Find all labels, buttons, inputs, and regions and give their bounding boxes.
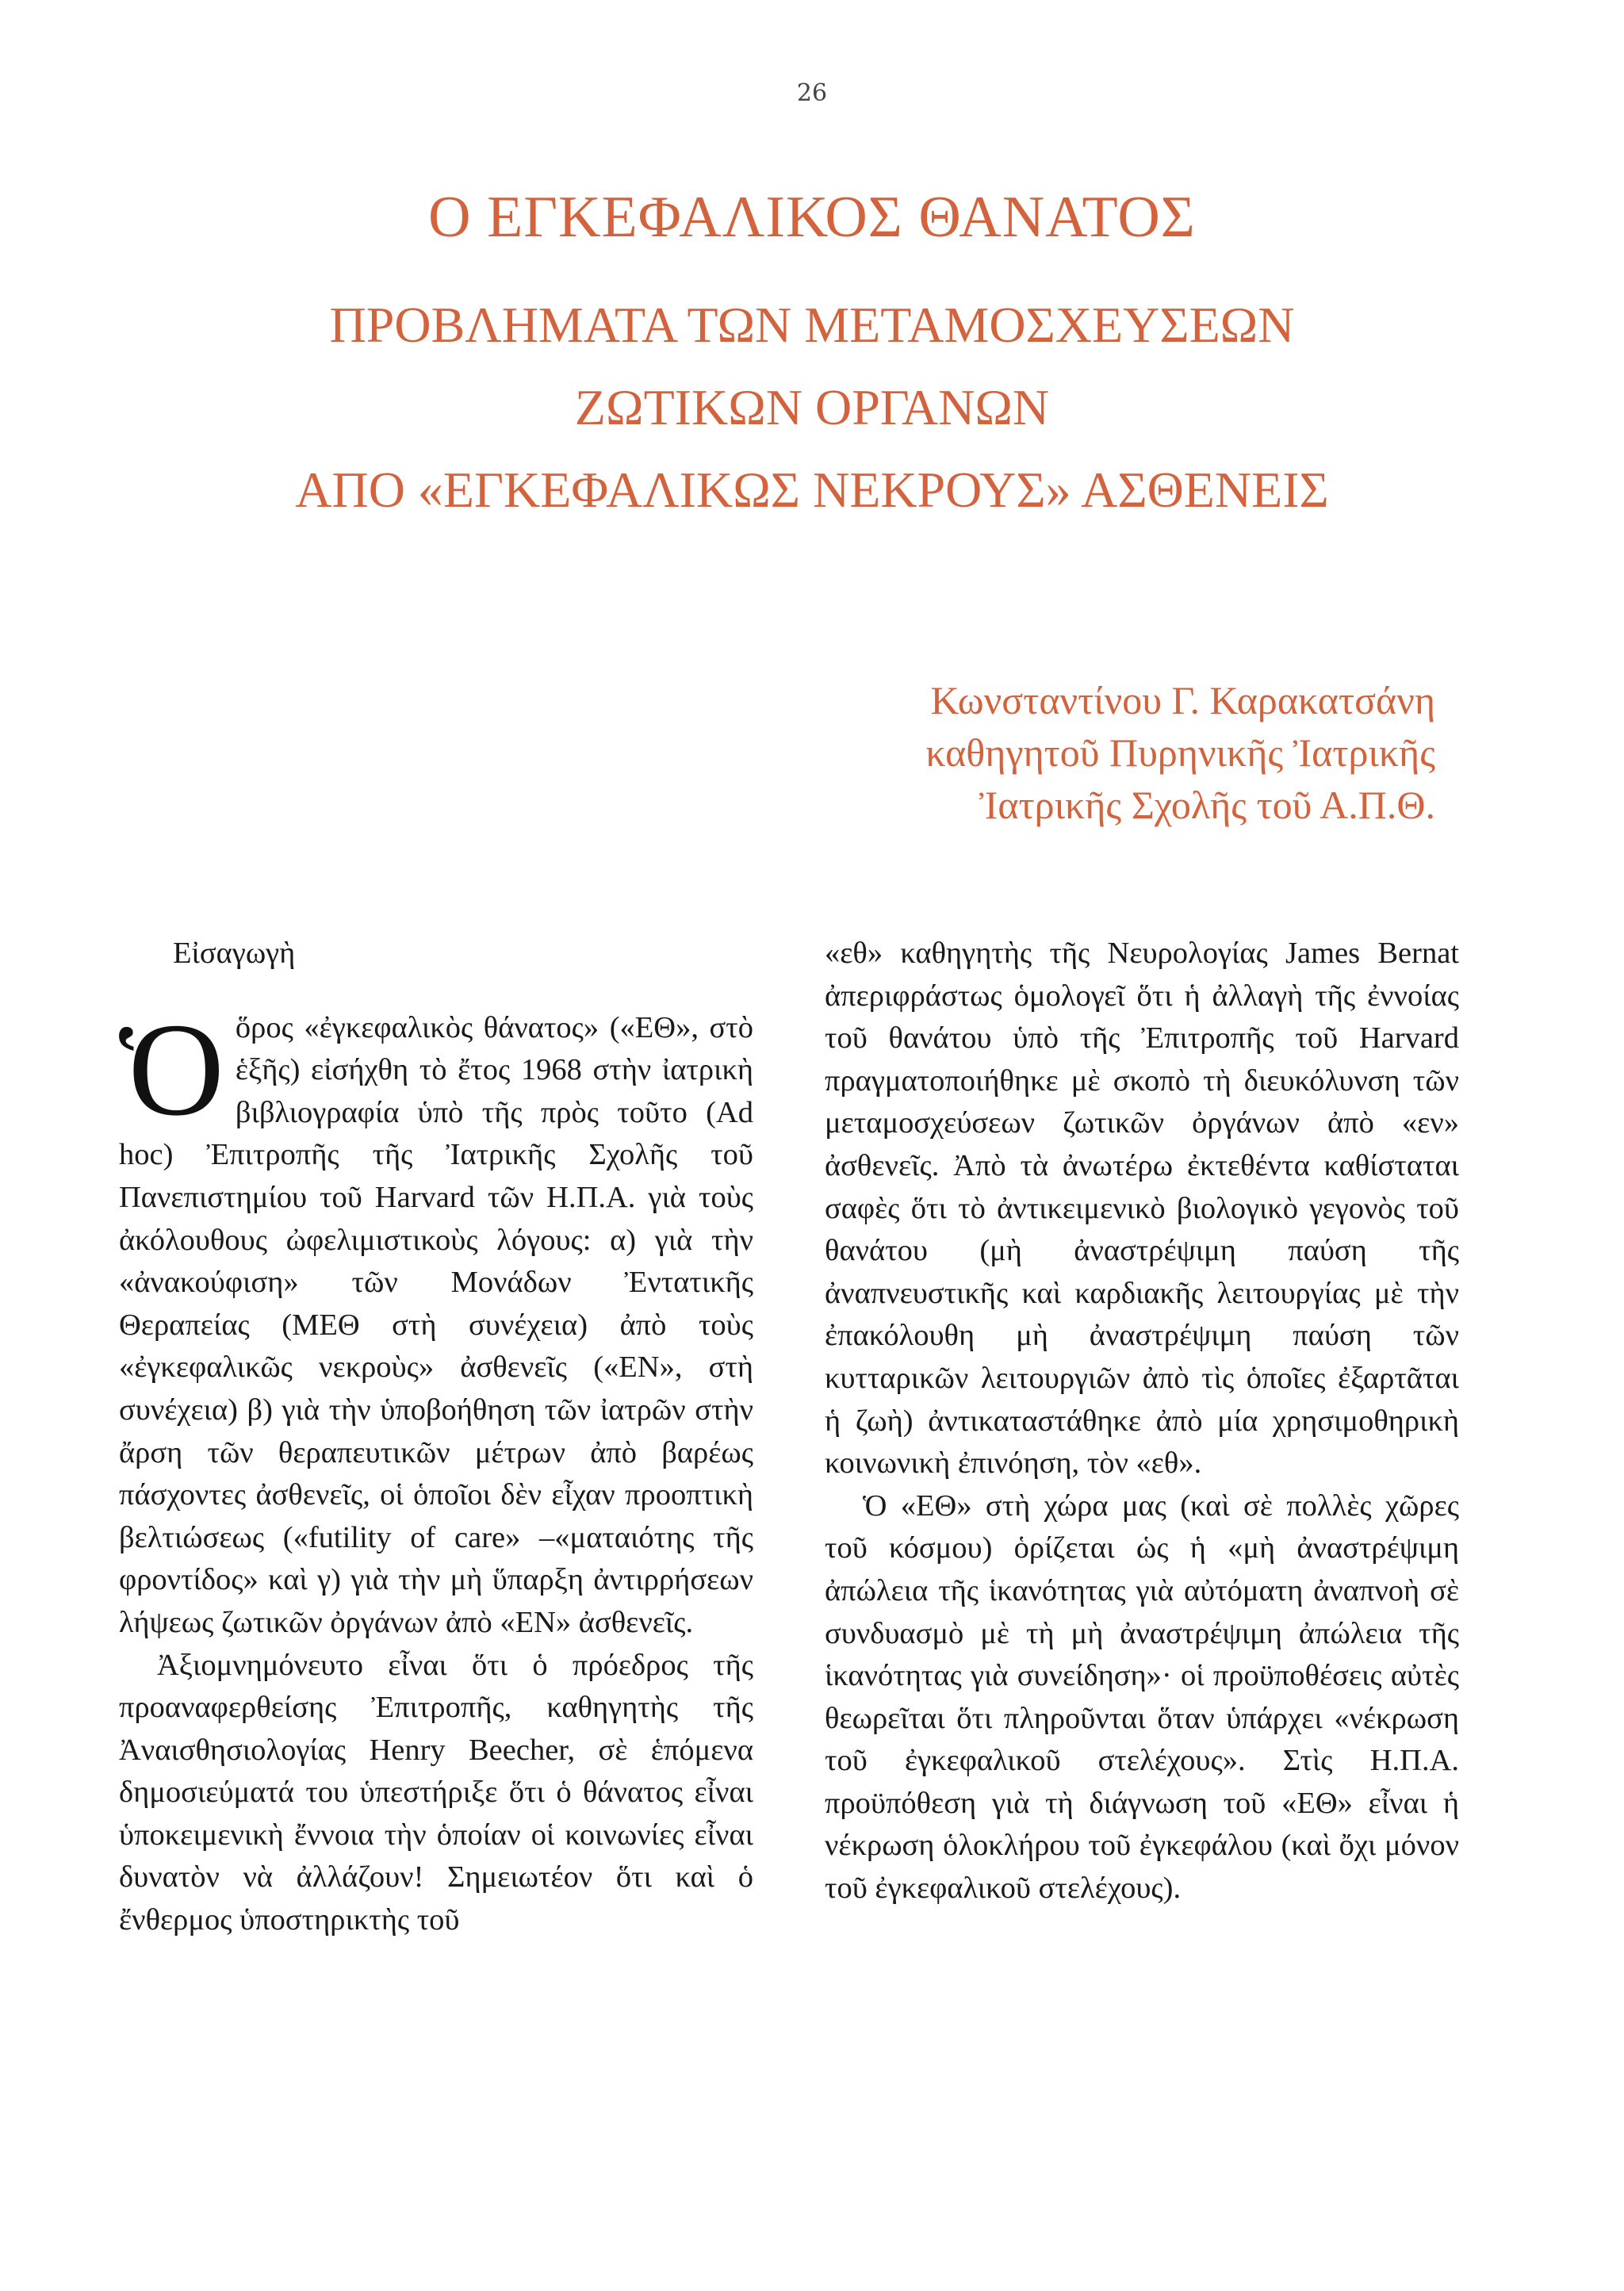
right-column <box>825 933 1459 1910</box>
left-column <box>119 933 753 1942</box>
paragraph-definition: Ὁ «ΕΘ» στὴ χώρα μας (καὶ σὲ πολλὲς χῶρες τοῦ κόσμου) ὁρίζεται ὡς ἡ «μὴ ἀναστρέψιμη ἀπώλεια τῆς ἱκανότητας γιὰ αὐτόματη ἀναπνοὴ σὲ συνδυασμὸ μὲ τὴ μὴ ἀναστρέψιμη ἀπώλεια τῆς ἱκανότητας γιὰ συνείδηση»· οἱ προϋποθέσεις αὐτὲς θεωρεῖται ὅτι πληροῦνται ὅταν ὑπάρχει «νέκρωση τοῦ ἐγκεφαλικοῦ στελέχους». Στὶς Η.Π.Α. προϋπόθεση γιὰ τὴ διάγνωση τοῦ «ΕΘ» εἶναι ἡ νέκρωση ὁλοκλήρου τοῦ ἐγκεφάλου (καὶ ὄχι μόνον τοῦ ἐγκεφαλικοῦ στελέχους). <box>825 1488 1459 1906</box>
article-subtitle-line-3: ΑΠΟ «ΕΓΚΕΦΑΛΙΚΩΣ ΝΕΚΡΟΥΣ» ΑΣΘΕΝΕΙΣ <box>295 462 1329 518</box>
author-block <box>925 674 1435 831</box>
author-position: καθηγητοῦ Πυρηνικῆς Ἰατρικῆς <box>925 730 1435 775</box>
article-subtitle-line-2: ΖΩΤΙΚΩΝ ΟΡΓΑΝΩΝ <box>574 379 1050 435</box>
paragraph-intro <box>119 995 753 1645</box>
drop-cap: Ὁ <box>119 995 224 1144</box>
article-title: Ο ΕΓΚΕΦΑΛΙΚΟΣ ΘΑΝΑΤΟΣ <box>428 185 1196 250</box>
paragraph-beecher: Ἀξιομνημόνευτο εἶναι ὅτι ὁ πρόεδρος τῆς προαναφερθείσης Ἐπιτροπῆς, καθηγητὴς τῆς Ἀναισθησιολογίας Henry Beecher, σὲ ἑπόμενα δημοσιεύματά του ὑπεστήριξε ὅτι ὁ θάνατος εἶναι ὑποκειμενικὴ ἔννοια τὴν ὁποίαν οἱ κοινωνίες εἶναι δυνατὸν νὰ ἀλλάζουν! Σημειωτέον ὅτι καὶ ὁ ἔνθερμος ὑποστηρικτὴς τοῦ <box>119 1648 753 1937</box>
section-heading: Εἰσαγωγὴ <box>173 937 296 970</box>
author-name: Κωνσταντίνου Γ. Καρακατσάνη <box>930 678 1435 722</box>
author-school: Ἰατρικῆς Σχολῆς τοῦ Α.Π.Θ. <box>979 783 1435 827</box>
paragraph-bernat: «εθ» καθηγητὴς τῆς Νευρολογίας James Bernat ἀπεριφράστως ὁμολογεῖ ὅτι ἡ ἀλλαγὴ τῆς ἐννοίας τοῦ θανάτου ὑπὸ τῆς Ἐπιτροπῆς τοῦ Harvard πραγματοποιήθηκε μὲ σκοπὸ τὴ διευκόλυνση τῶν μεταμοσχεύσεων ζωτικῶν ὀργάνων ἀπὸ «εν» ἀσθενεῖς. Ἀπὸ τὰ ἀνωτέρω ἐκτεθέντα καθίσταται σαφὲς ὅτι τὸ ἀντικειμενικὸ βιολογικὸ γεγονὸς τοῦ θανάτου (μὴ ἀναστρέψιμη παύση τῆς ἀναπνευστικῆς καὶ καρδιακῆς λειτουργίας μὲ τὴν ἐπακόλουθη μὴ ἀναστρέψιμη παύση τῶν κυτταρικῶν λειτουργιῶν ἀπὸ τὶς ὁποῖες ἐξαρτᾶται ἡ ζωὴ) ἀντικαταστάθηκε ἀπὸ μία χρησιμοθηρικὴ κοινωνικὴ ἐπινόηση, τὸν «εθ». <box>825 937 1459 1481</box>
page-number: 26 <box>796 79 828 107</box>
paragraph-intro-text: ὅρος «ἐγκεφαλικὸς θάνατος» («ΕΘ», στὸ ἑξῆς) εἰσήχθη τὸ ἔτος 1968 στὴν ἰατρικὴ βιβλιογραφία ὑπὸ τῆς πρὸς τοῦτο (Ad hoc) Ἐπιτροπῆς τῆς Ἰατρικῆς Σχολῆς τοῦ Πανεπιστημίου τοῦ Harvard τῶν Η.Π.Α. γιὰ τοὺς ἀκόλουθους ὠφελιμιστικοὺς λόγους: α) γιὰ τὴν «ἀνακούφιση» τῶν Μονάδων Ἐντατικῆς Θεραπείας (ΜΕΘ στὴ συνέχεια) ἀπὸ τοὺς «ἐγκεφαλικῶς νεκροὺς» ἀσθενεῖς («ΕΝ», στὴ συνέχεια) β) γιὰ τὴν ὑποβοήθηση τῶν ἰατρῶν στὴν ἄρση τῶν θεραπευτικῶν μέτρων ἀπὸ βαρέως πάσχοντες ἀσθενεῖς, οἱ ὁποῖοι δὲν εἶχαν προοπτικὴ βελτιώσεως («futility of care» –«ματαιότης τῆς φροντίδος» καὶ γ) γιὰ τὴν μὴ ὕπαρξη ἀντιρρήσεων λήψεως ζωτικῶν ὀργάνων ἀπὸ «ΕΝ» ἀσθενεῖς. <box>119 1010 753 1639</box>
article-subtitle-line-1: ΠΡΟΒΛΗΜΑΤΑ ΤΩΝ ΜΕΤΑΜΟΣΧΕΥΣΕΩΝ <box>329 297 1295 353</box>
